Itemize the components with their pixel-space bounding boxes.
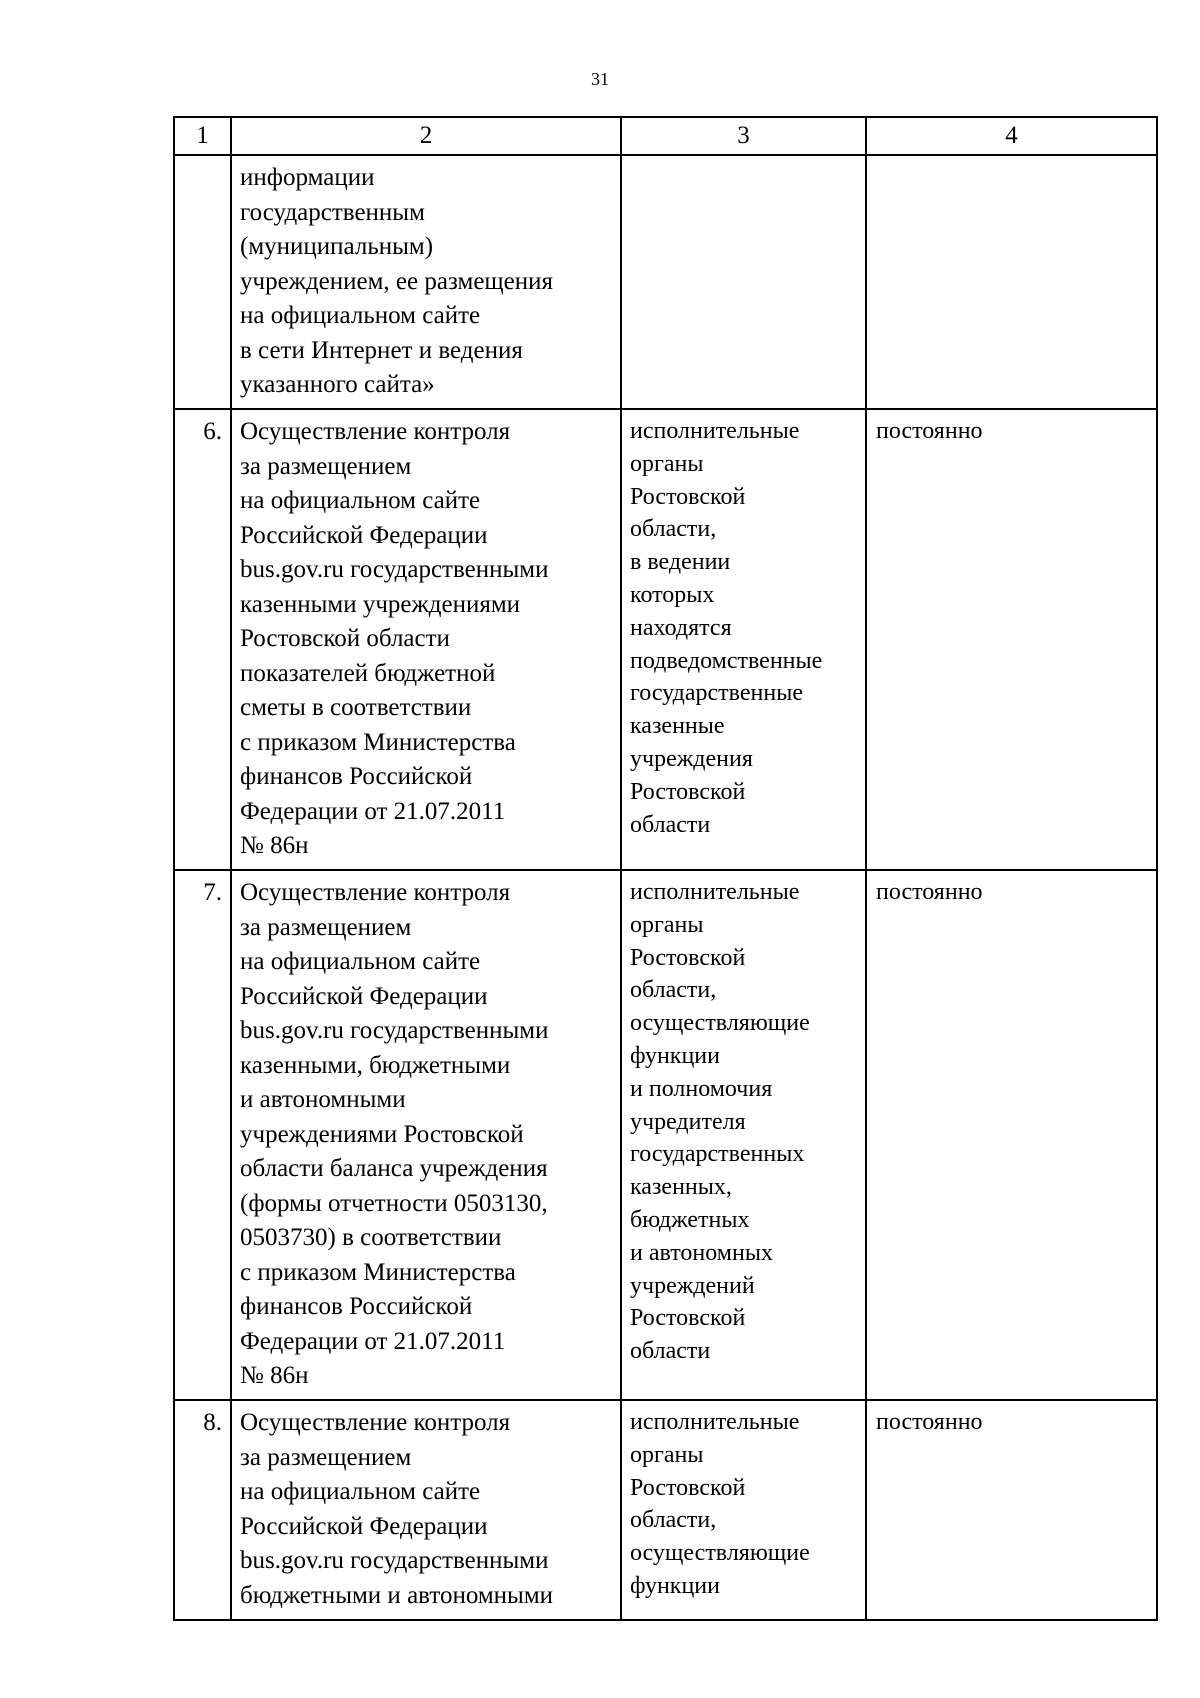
text-line: bus.gov.ru государственными (240, 1547, 549, 1574)
responsible-text (621, 409, 866, 870)
page-number: 31 (591, 69, 609, 89)
text-line: исполнительные (630, 1409, 800, 1435)
text-line: bus.gov.ru государственными (240, 1017, 549, 1044)
text-line: на официальном сайте (240, 948, 481, 975)
text-line: постоянно (876, 1409, 983, 1435)
text-line: (муниципальным) (240, 233, 434, 260)
header-cell-3: 3 (621, 117, 866, 155)
text-line: казенными, бюджетными (240, 1051, 511, 1079)
text-line: находятся (630, 614, 732, 641)
text-line: № 86н (240, 832, 309, 859)
measure-text (231, 870, 621, 1400)
header-cell-4: 4 (866, 117, 1157, 155)
text-line: учреждениями Ростовской (240, 1120, 524, 1148)
text-line: государственным (240, 198, 425, 226)
text-line: органы (630, 1441, 704, 1468)
text-line: осуществляющие (630, 1540, 810, 1567)
text-line: Российской Федерации (240, 1512, 488, 1540)
text-line: Ростовской (630, 778, 746, 805)
responsible-text (621, 1400, 866, 1620)
text-line: показателей бюджетной (240, 659, 496, 687)
text-line: области (630, 1338, 711, 1365)
text-line: органы (630, 450, 704, 477)
text-line: осуществляющие (630, 1010, 810, 1037)
text-line: финансов Российской (240, 1293, 473, 1320)
text-line: на официальном сайте (240, 1478, 481, 1505)
text-line: на официальном сайте (240, 487, 481, 514)
text-line: казенные (630, 713, 725, 740)
deadline-text (866, 409, 1157, 870)
table-row (174, 1400, 1157, 1620)
text-line: № 86н (240, 1362, 309, 1389)
row-number: 6. (174, 409, 231, 870)
text-line: информации (240, 164, 375, 191)
text-line: учреждения (630, 745, 753, 772)
text-line: государственных (630, 1141, 805, 1168)
text-line: Российской Федерации (240, 982, 488, 1010)
text-line: в ведении (630, 549, 731, 576)
text-line: финансов Российской (240, 763, 473, 790)
text-line: Осуществление контроля (240, 879, 511, 906)
header-cell-2: 2 (231, 117, 621, 155)
row-number: 7. (174, 870, 231, 1400)
text-line: сметы в соответствии (240, 694, 472, 721)
responsible-text (621, 155, 866, 409)
text-line: подведомственные (630, 647, 823, 674)
text-line: Осуществление контроля (240, 418, 511, 445)
text-line: за размещением (240, 452, 412, 480)
text-line: бюджетными и автономными (240, 1581, 554, 1609)
plan-table (173, 116, 1158, 1621)
row-number (174, 155, 231, 409)
text-line: на официальном сайте (240, 302, 481, 329)
text-line: органы (630, 911, 704, 938)
text-line: государственные (630, 680, 803, 707)
text-line: Ростовской (630, 1474, 746, 1501)
text-line: области, (630, 977, 717, 1004)
text-line: области (630, 811, 711, 838)
text-line: исполнительные (630, 879, 800, 905)
text-line: за размещением (240, 913, 412, 941)
row-number: 8. (174, 1400, 231, 1620)
text-line: функции (630, 1572, 720, 1599)
measure-text (231, 155, 621, 409)
text-line: казенных, (630, 1174, 732, 1201)
table-row (174, 409, 1157, 870)
text-line: Федерации от 21.07.2011 (240, 797, 506, 825)
text-line: с приказом Министерства (240, 1258, 516, 1286)
text-line: и автономными (240, 1086, 406, 1113)
text-line: и полномочия (630, 1075, 773, 1102)
text-line: области баланса учреждения (240, 1155, 548, 1182)
text-line: bus.gov.ru государственными (240, 556, 549, 583)
text-line: учреждением, ее размещения (240, 267, 554, 295)
header-cell-1: 1 (174, 117, 231, 155)
text-line: в сети Интернет и ведения (240, 336, 523, 364)
table-row (174, 155, 1157, 409)
text-line: за размещением (240, 1443, 412, 1471)
text-line: Ростовской (630, 944, 746, 971)
text-line: (формы отчетности 0503130, (240, 1189, 548, 1217)
responsible-text (621, 870, 866, 1400)
text-line: учредителя (630, 1108, 746, 1135)
text-line: Ростовской (630, 1305, 746, 1332)
deadline-text (866, 155, 1157, 409)
text-line: исполнительные (630, 418, 800, 444)
measure-text (231, 1400, 621, 1620)
text-line: с приказом Министерства (240, 728, 516, 756)
text-line: Осуществление контроля (240, 1409, 511, 1436)
text-line: 0503730) в соответствии (240, 1224, 502, 1251)
text-line: Российской Федерации (240, 521, 488, 549)
text-line: Федерации от 21.07.2011 (240, 1327, 506, 1355)
text-line: бюджетных (630, 1206, 750, 1233)
text-line: которых (630, 581, 715, 608)
table-row (174, 870, 1157, 1400)
text-line: казенными учреждениями (240, 590, 521, 618)
text-line: Ростовской области (240, 625, 450, 652)
text-line: указанного сайта» (240, 371, 435, 398)
text-line: учреждений (630, 1272, 755, 1299)
text-line: Ростовской (630, 483, 746, 510)
table-header-row (174, 117, 1157, 155)
text-line: и автономных (630, 1239, 773, 1266)
text-line: постоянно (876, 879, 983, 905)
text-line: функции (630, 1042, 720, 1069)
measure-text (231, 409, 621, 870)
text-line: области, (630, 516, 717, 543)
text-line: области, (630, 1507, 717, 1534)
deadline-text (866, 1400, 1157, 1620)
deadline-text (866, 870, 1157, 1400)
text-line: постоянно (876, 418, 983, 444)
